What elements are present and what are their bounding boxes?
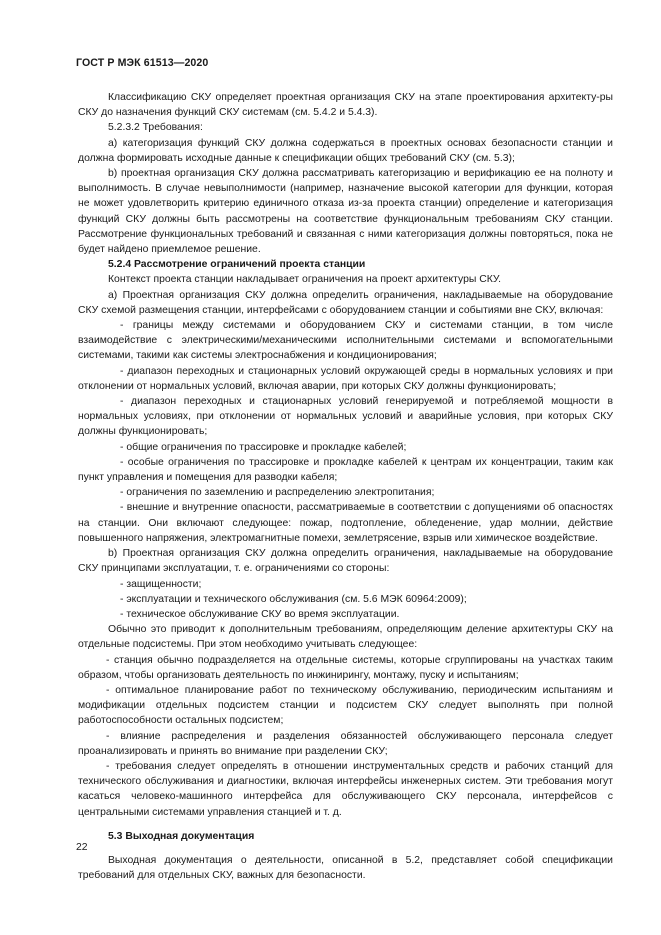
dash-item: - станция обычно подразделяется на отдельные системы, которые сгруппированы на участках таким образом, чтобы организовать деятельность по инжинирингу, монтажу, пуску и испытаниям; [78,654,613,681]
dash-item: - оптимальное планирование работ по техническому обслуживанию, периодическим испытаниям и модификации отдельных подсистем станции и подсистем СКУ следует выполнять при полной работоспособности остальных подсистем; [78,684,613,727]
dash-item: - внешние и внутренние опасности, рассматриваемые в соответствии с допущениями об опасностях на станции. Они включают следующее: пожар, подтопление, обледенение, удар молнии, действие повышенного напряжения, электромагнитные помехи, землетрясение, взрыв или химическое воздействие. [78,502,613,544]
dash-item: - диапазон переходных и стационарных условий окружающей среды в нормальных условиях и при отклонении от нормальных условий, включая аварии, при которых СКУ должны функционировать; [78,365,613,392]
dash-item: - защищенности; [120,578,202,590]
clause-number: 5.2.3.2 Требования: [108,122,203,134]
dash-item: - границы между системами и оборудованием СКУ и системами станции, в том числе взаимодействие с электрическими/механическими исполнительными системами и вспомогательными системами, такими как системы электроснабжения и кондиционирования; [78,320,613,362]
dash-item: - эксплуатации и технического обслуживания (см. 5.6 МЭК 60964:2009); [120,593,467,605]
paragraph: Выходная документация о деятельности, описанной в 5.2, представляет собой спецификации требований для отдельных СКУ, важных для безопасности. [78,854,613,882]
page-number: 22 [76,842,88,853]
dash-item: - диапазон переходных и стационарных условий генерируемой и потребляемой мощности в нормальных условиях, при отклонении от нормальных условий и аварийные условия, при которых СКУ должны функционировать; [78,396,613,438]
list-item: a) Проектная организация СКУ должна определить ограничения, накладываемые на оборудование СКУ схемой размещения станции, интерфейсами с оборудованием станции и событиями вне СКУ, включая: [78,289,613,316]
dash-item: - влияние распределения и разделения обязанностей обслуживающего персонала следует проанализировать и принять во внимание при разделении СКУ; [78,730,613,757]
paragraph: Обычно это приводит к дополнительным требованиям, определяющим деление архитектуры СКУ на отдельные подсистемы. При этом необходимо учитывать следующее: [78,624,613,651]
dash-item: - общие ограничения по трассировке и прокладке кабелей; [120,441,407,453]
paragraph: Классификацию СКУ определяет проектная организация СКУ на этапе проектирования архитекту-ры СКУ до назначения функций СКУ системам (см. 5.4.2 и 5.4.3). [78,92,613,119]
list-item: b) проектная организация СКУ должна рассматривать категоризацию и верификацию ее на полноту и выполнимость. В случае невыполнимости (например, назначение высокой категории для функции, которая не может удовлетворить критерию единичного отказа из-за проекта станции) определение и категоризация функций СКУ должны быть рассмотрены на соответствие функциональным требованиям СКУ станции. Рассмотрение функциональных требований и связанная с ними категоризация должны повторяться, пока не будет найдено приемлемое решение. [78,168,613,256]
dash-item: - техническое обслуживание СКУ во время эксплуатации. [120,608,400,620]
dash-item: - особые ограничения по трассировке и прокладке кабелей к центрам их концентрации, таким как пункт управления и помещения для разводки кабеля; [78,456,613,484]
dash-item: - ограничения по заземлению и распределению электропитания; [120,487,435,499]
section-heading: 5.3 Выходная документация [108,830,255,842]
spacer [78,820,613,829]
document-body [78,90,613,883]
list-item: a) категоризация функций СКУ должна содержаться в проектных основах безопасности станции и должна формировать исходные данные к спецификации общих требований СКУ (см. 5.3); [78,137,613,164]
paragraph: Контекст проекта станции накладывает ограничения на проект архитектуры СКУ. [108,274,502,286]
list-item: b) Проектная организация СКУ должна определить ограничения, накладываемые на оборудование СКУ принципами эксплуатации, т. е. ограничениями со стороны: [78,548,613,575]
spacer [78,844,613,853]
document-header: ГОСТ Р МЭК 61513—2020 [76,57,209,69]
section-heading: 5.2.4 Рассмотрение ограничений проекта станции [108,259,366,271]
dash-item: - требования следует определять в отношении инструментальных средств и рабочих станций для технического обслуживания и диагностики, включая интерфейсы инженерных систем. Эти требования могут касаться человеко-машинного интерфейса для обслуживающего СКУ персонала, интерфейсов с центральными системами управления станцией и т. д. [78,760,613,818]
